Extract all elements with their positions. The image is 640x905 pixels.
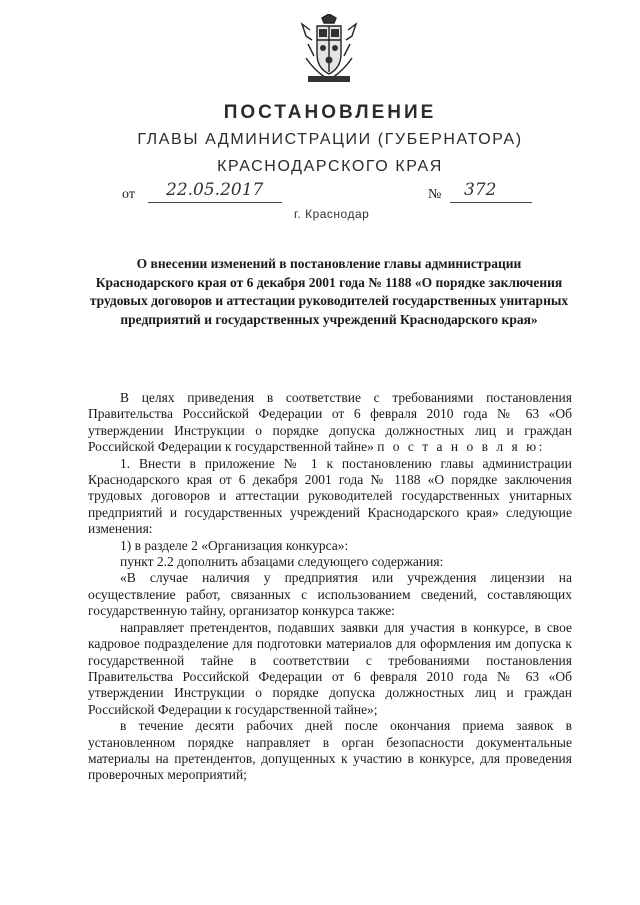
number-value: 372	[464, 180, 497, 200]
paragraph-item-1: 1. Внести в приложение № 1 к постановлению главы администрации Краснодарского края от 6 декабря 2001 года № 1188 «О порядке заключения трудовых договоров и аттестации руководителей государственных унитарных предприятий и государственных учреждений Краснодарского края» следующие изменения:	[88, 455, 572, 537]
number-underline	[450, 202, 532, 203]
body-text	[88, 390, 572, 784]
paragraph-license-case: «В случае наличия у предприятия или учреждения лицензии на осуществление работ, связанных с использованием сведений, составляющих государственную тайну, организатор конкурса также:	[88, 570, 572, 619]
paragraph-section-2: 1) в разделе 2 «Организация конкурса»:	[120, 537, 349, 553]
resolution-word: п о с т а н о в л я ю:	[377, 439, 545, 455]
preamble-text: В целях приведения в соответствие с требованиями постановления Правительства Российской Федерации от 6 февраля 2010 года № 63 «Об утверждении Инструкции о порядке допуска должностных лиц и граждан Российской Федерации к государственной тайне»	[88, 390, 572, 455]
date-underline	[148, 202, 282, 203]
number-label: №	[428, 187, 442, 202]
date-value: 22.05.2017	[166, 180, 264, 200]
paragraph-preamble	[88, 390, 572, 456]
date-number-row	[0, 180, 640, 206]
paragraph-ten-days: в течение десяти рабочих дней после окончания приема заявок в установленном порядке направляет в орган безопасности документальные материалы на претендентов, допущенных к участию в конкурсе, для проведения проверочных мероприятий;	[88, 718, 572, 783]
city-name: г. Краснодар	[294, 207, 370, 221]
issuer-title: ГЛАВЫ АДМИНИСТРАЦИИ (ГУБЕРНАТОРА)	[137, 131, 523, 148]
coat-of-arms-emblem	[298, 14, 360, 88]
date-label: от	[122, 187, 135, 202]
subject-heading: О внесении изменений в постановление главы администрации Краснодарского края от 6 декабря 2001 года № 1188 «О порядке заключения трудовых договоров и аттестации руководителей государственных унитарных предприятий и государственных учреждений Краснодарского края»	[89, 256, 569, 327]
paragraph-clause-2-2: пункт 2.2 дополнить абзацами следующего содержания:	[120, 554, 444, 570]
document-type-title: ПОСТАНОВЛЕНИЕ	[223, 102, 437, 123]
region-title: КРАСНОДАРСКОГО КРАЯ	[217, 158, 443, 175]
paragraph-candidates: направляет претендентов, подавших заявки для участия в конкурсе, в свое кадровое подразделение для подготовки материалов для оформления им допуска к государственной тайне в соответствии с требованиями постановления Правительства Российской Федерации от 6 февраля 2010 года № 63 «Об утверждении Инструкции о порядке допуска должностных лиц и граждан Российской Федерации к государственной тайне»;	[88, 619, 572, 717]
